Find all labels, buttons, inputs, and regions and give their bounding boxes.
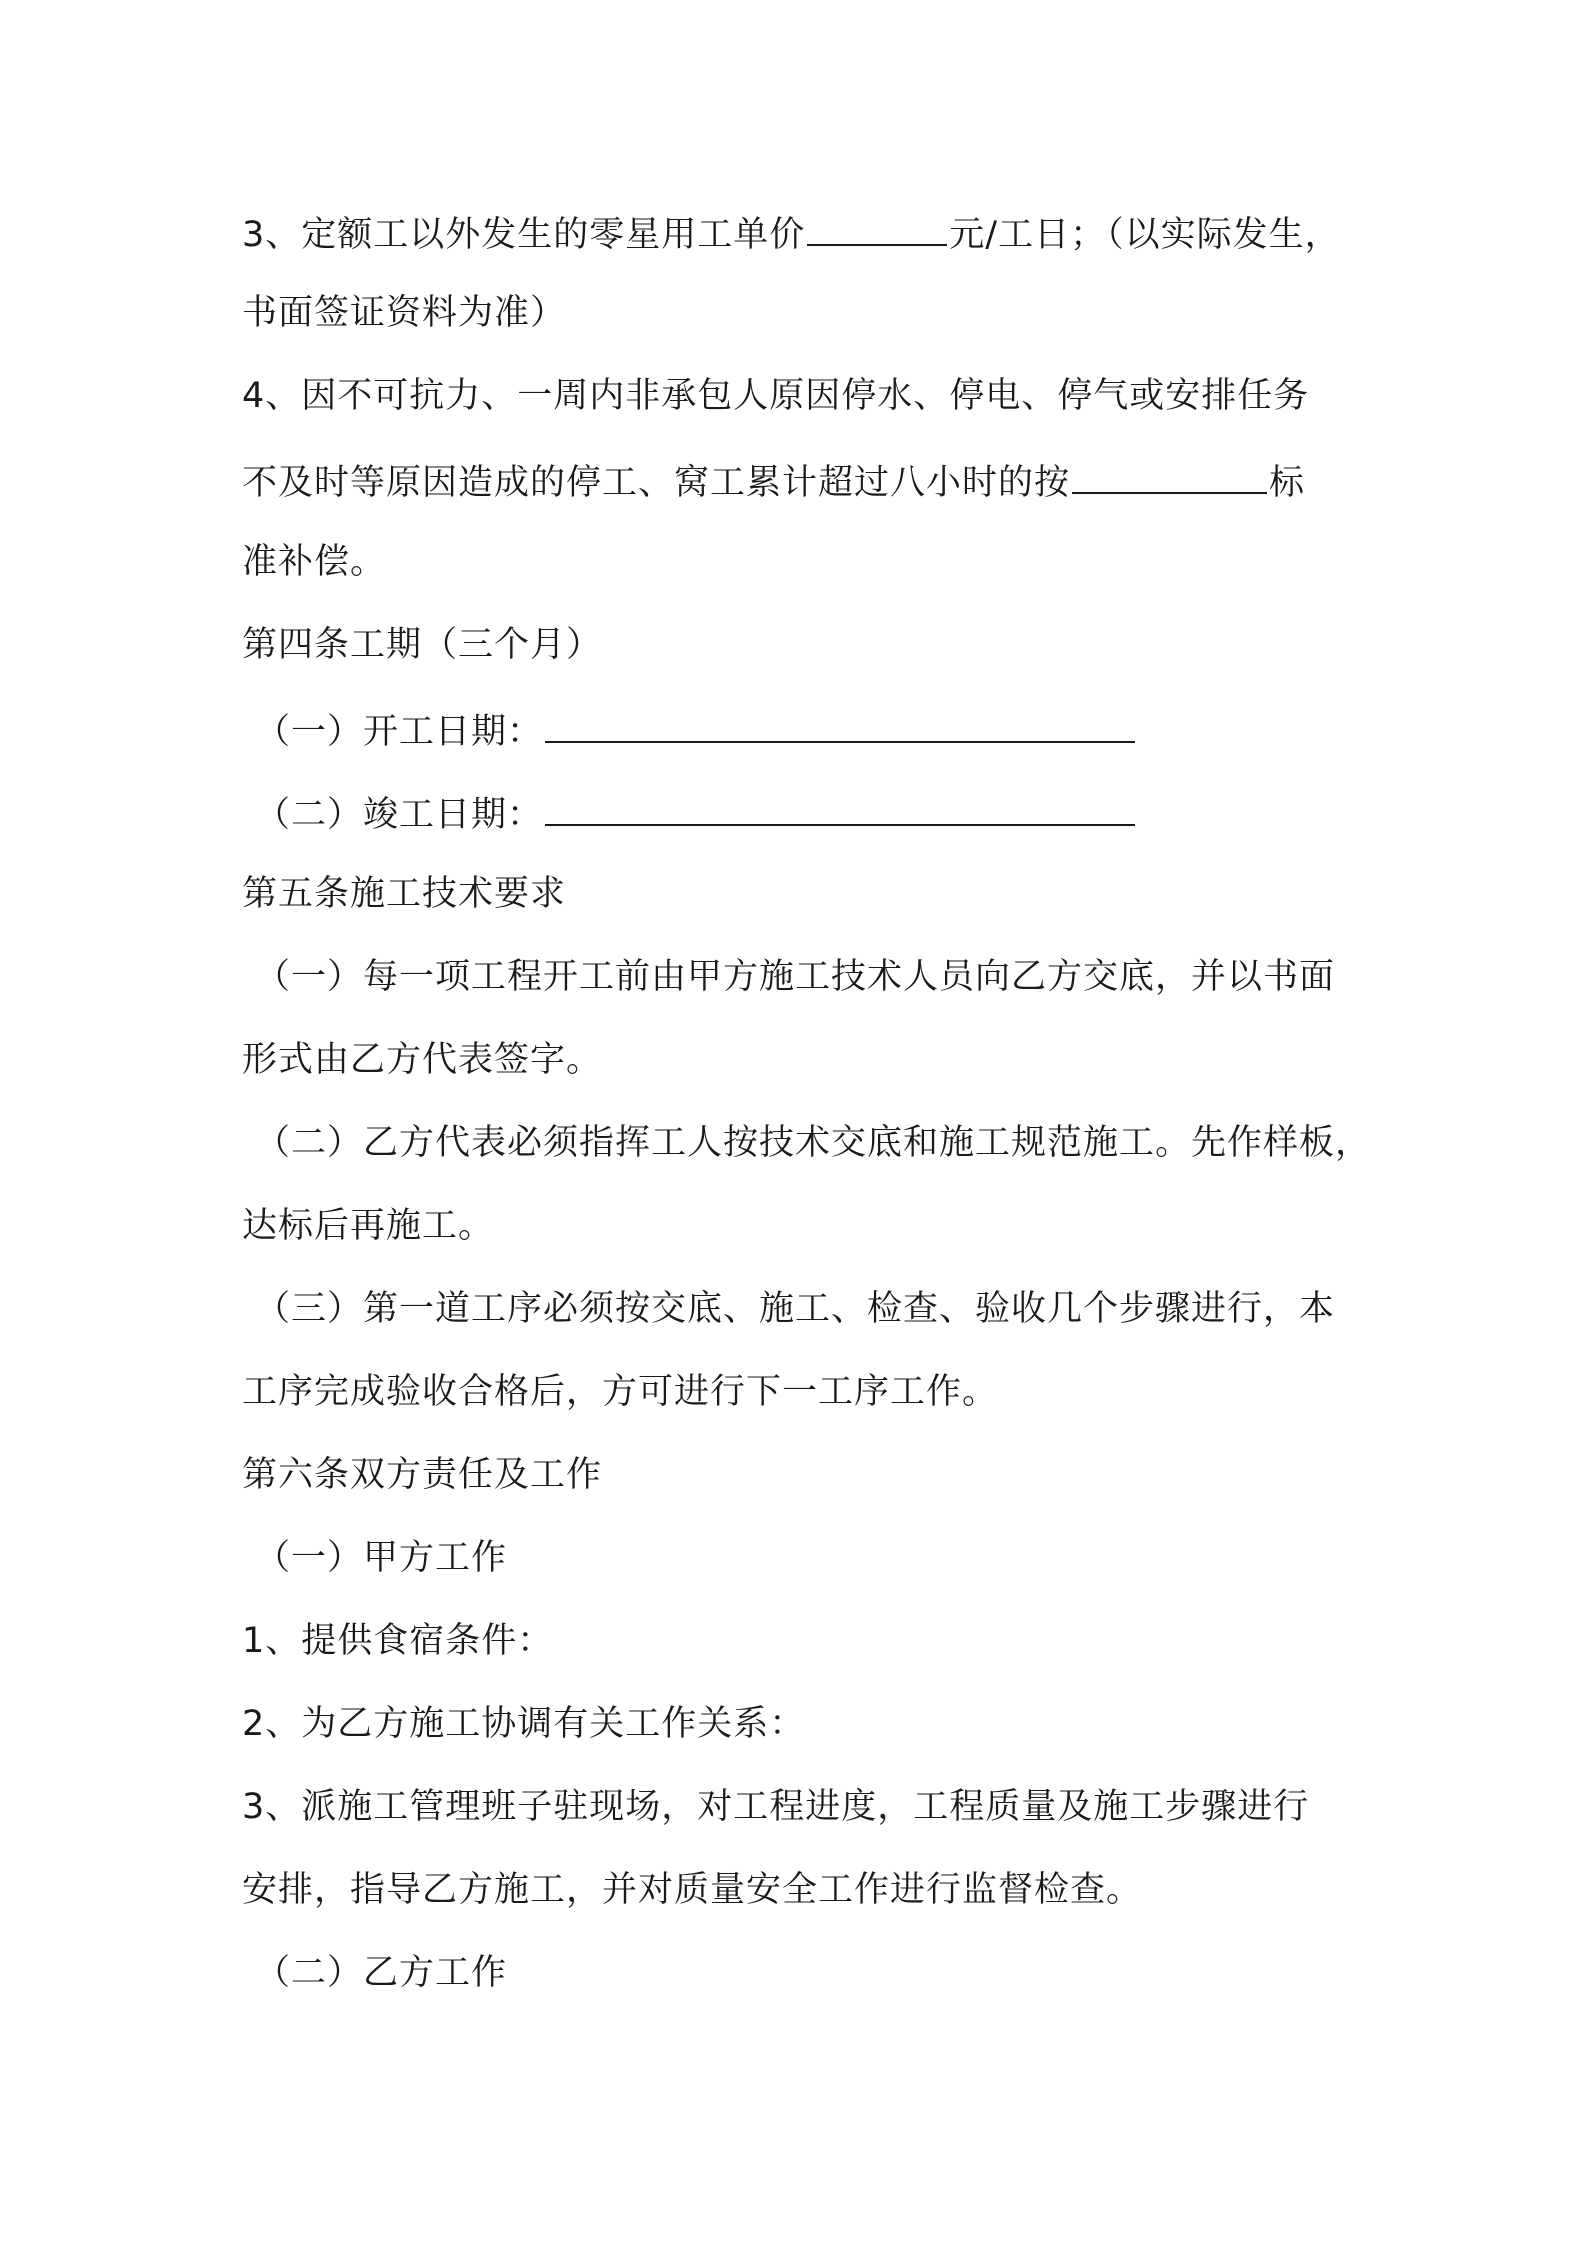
completion-date-blank: [545, 788, 1135, 826]
unit-price-blank: [807, 208, 947, 246]
article-6-heading: 第六条双方责任及工作: [242, 1455, 603, 1495]
clause-4-line-2: [242, 456, 1362, 506]
completion-date-line: [255, 788, 1375, 838]
clause-3-text-b: 元/工日；（以实际发生，: [949, 215, 1341, 255]
article-5-item-2-line-1: （二）乙方代表必须指挥工人按技术交底和施工规范施工。先作样板，: [255, 1123, 1372, 1163]
article-5-item-1-line-1: （一）每一项工程开工前由甲方施工技术人员向乙方交底，并以书面: [255, 957, 1336, 997]
clause-4-text-b: 标: [1269, 463, 1306, 503]
clause-3-line-1: [242, 208, 1362, 258]
article-5-item-3-line-2: 工序完成验收合格后，方可进行下一工序工作。: [242, 1372, 999, 1412]
article-5-item-3-line-1: （三）第一道工序必须按交底、施工、检查、验收几个步骤进行，本: [255, 1289, 1336, 1329]
start-date-label: （一）开工日期：: [255, 712, 544, 752]
clause-4-line-3: 准补偿。: [242, 542, 387, 582]
article-5-item-2-line-2: 达标后再施工。: [242, 1206, 495, 1246]
party-a-item-1: 1、提供食宿条件：: [242, 1621, 554, 1661]
compensation-standard-blank: [1072, 456, 1267, 494]
clause-4-text-a: 不及时等原因造成的停工、窝工累计超过八小时的按: [242, 463, 1071, 503]
clause-4-line-1: 4、因不可抗力、一周内非承包人原因停水、停电、停气或安排任务: [242, 376, 1310, 416]
party-a-item-3-line-1: 3、派施工管理班子驻现场，对工程进度，工程质量及施工步骤进行: [242, 1787, 1310, 1827]
party-b-work-heading: （二）乙方工作: [255, 1953, 508, 1993]
article-5-heading: 第五条施工技术要求: [242, 874, 567, 914]
article-5-item-1-line-2: 形式由乙方代表签字。: [242, 1040, 603, 1080]
start-date-line: [255, 705, 1375, 755]
party-a-item-2: 2、为乙方施工协调有关工作关系：: [242, 1704, 806, 1744]
party-a-item-3-line-2: 安排，指导乙方施工，并对质量安全工作进行监督检查。: [242, 1870, 1143, 1910]
article-4-heading: 第四条工期（三个月）: [242, 625, 603, 665]
start-date-blank: [545, 705, 1135, 743]
completion-date-label: （二）竣工日期：: [255, 795, 544, 835]
clause-3-text-a: 3、定额工以外发生的零星用工单价: [242, 215, 806, 255]
party-a-work-heading: （一）甲方工作: [255, 1538, 508, 1578]
clause-3-line-2: 书面签证资料为准）: [242, 293, 567, 333]
